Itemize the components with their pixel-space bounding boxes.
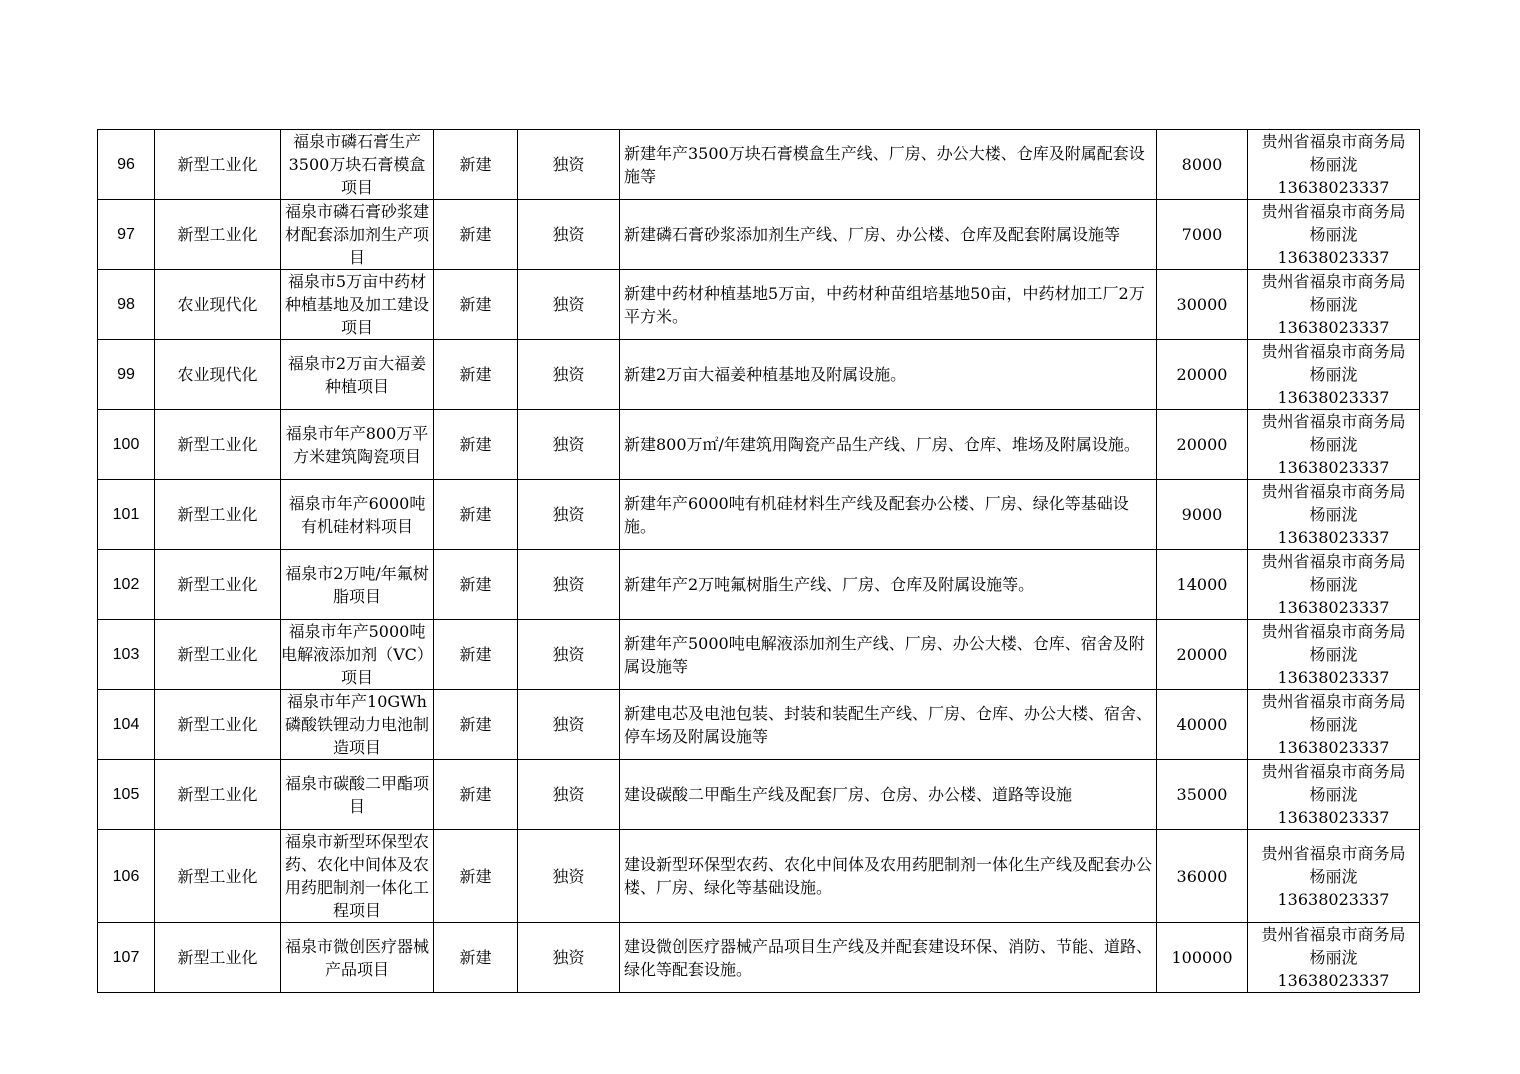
- project-type: [434, 410, 518, 480]
- table-row: [98, 760, 1420, 830]
- contact-org: 贵州省福泉市商务局: [1261, 552, 1406, 571]
- project-content: [620, 340, 1157, 410]
- project-category-text: 新型工业化: [177, 645, 258, 664]
- project-name-text: 福泉市微创医疗器械产品项目: [284, 936, 429, 979]
- project-content-text: 新建年产2万吨氟树脂生产线、厂房、仓库及附属设施等。: [624, 575, 1035, 594]
- project-name: [281, 830, 434, 923]
- contact-phone: 13638023337: [1277, 598, 1390, 617]
- project-content: [620, 270, 1157, 340]
- project-type-text: 新建: [459, 365, 492, 384]
- project-name: [281, 270, 434, 340]
- table-row: [98, 410, 1420, 480]
- contact-person: 杨丽泷: [1309, 435, 1358, 454]
- investment-amount: [1157, 830, 1248, 923]
- project-no-text: 99: [117, 366, 135, 383]
- project-type-text: 新建: [459, 645, 492, 664]
- project-type-text: 新建: [459, 715, 492, 734]
- contact-org: 贵州省福泉市商务局: [1261, 762, 1406, 781]
- investment-mode-text: 独资: [552, 948, 585, 967]
- investment-amount: [1157, 690, 1248, 760]
- project-category: [155, 620, 281, 690]
- contact-org: 贵州省福泉市商务局: [1261, 692, 1406, 711]
- investment-amount-text: 7000: [1181, 225, 1223, 244]
- project-category: [155, 270, 281, 340]
- project-content: [620, 760, 1157, 830]
- investment-amount: [1157, 340, 1248, 410]
- contact-info: [1248, 690, 1420, 760]
- project-no: [98, 130, 155, 200]
- contact-org: 贵州省福泉市商务局: [1261, 482, 1406, 501]
- project-type-text: 新建: [459, 295, 492, 314]
- project-category-text: 农业现代化: [177, 365, 258, 384]
- project-name: [281, 130, 434, 200]
- contact-person: 杨丽泷: [1309, 866, 1358, 886]
- project-name-text: 福泉市年产6000吨有机硅材料项目: [288, 493, 426, 536]
- contact-org: 贵州省福泉市商务局: [1261, 622, 1406, 641]
- project-no-text: 105: [112, 786, 140, 803]
- project-name: [281, 200, 434, 270]
- project-no: [98, 270, 155, 340]
- project-no-text: 98: [117, 296, 135, 313]
- project-name-text: 福泉市2万吨/年氟树脂项目: [285, 563, 429, 606]
- project-content-text: 建设新型环保型农药、农化中间体及农用药肥制剂一体化生产线及配套办公楼、厂房、绿化等基础设施。: [624, 855, 1153, 897]
- contact-person: 杨丽泷: [1309, 225, 1358, 244]
- project-category: [155, 760, 281, 830]
- project-name: [281, 620, 434, 690]
- contact-info: [1248, 410, 1420, 480]
- project-no: [98, 690, 155, 760]
- project-category: [155, 480, 281, 550]
- project-type: [434, 923, 518, 993]
- project-no: [98, 923, 155, 993]
- project-type: [434, 830, 518, 923]
- contact-info: [1248, 620, 1420, 690]
- project-name-text: 福泉市年产800万平方米建筑陶瓷项目: [285, 423, 429, 466]
- contact-phone: 13638023337: [1277, 318, 1390, 337]
- project-no-text: 103: [112, 646, 140, 663]
- project-content: [620, 690, 1157, 760]
- project-type-text: 新建: [459, 866, 492, 886]
- table-row: [98, 690, 1420, 760]
- contact-info: [1248, 130, 1420, 200]
- investment-mode-text: 独资: [552, 505, 585, 524]
- project-no-text: 96: [117, 156, 135, 173]
- investment-mode-text: 独资: [552, 645, 585, 664]
- project-category-text: 新型工业化: [177, 785, 258, 804]
- contact-phone: 13638023337: [1277, 528, 1390, 547]
- project-name: [281, 550, 434, 620]
- project-no: [98, 480, 155, 550]
- project-type-text: 新建: [459, 225, 492, 244]
- investment-mode: [518, 550, 620, 620]
- project-category-text: 新型工业化: [177, 225, 258, 244]
- project-content-text: 新建年产5000吨电解液添加剂生产线、厂房、办公大楼、仓库、宿舍及附属设施等: [624, 633, 1145, 676]
- investment-mode: [518, 200, 620, 270]
- project-category-text: 新型工业化: [177, 575, 258, 594]
- investment-amount: [1157, 620, 1248, 690]
- project-content-text: 新建电芯及电池包装、封装和装配生产线、厂房、仓库、办公大楼、宿舍、停车场及附属设施等: [624, 703, 1153, 746]
- investment-amount: [1157, 760, 1248, 830]
- contact-info: [1248, 760, 1420, 830]
- investment-mode: [518, 923, 620, 993]
- investment-mode-text: 独资: [552, 435, 585, 454]
- contact-org: 贵州省福泉市商务局: [1261, 272, 1406, 291]
- table-row: [98, 130, 1420, 200]
- investment-amount: [1157, 410, 1248, 480]
- project-type: [434, 340, 518, 410]
- contact-phone: 13638023337: [1277, 808, 1390, 827]
- table-row: [98, 340, 1420, 410]
- project-category: [155, 550, 281, 620]
- contact-org: 贵州省福泉市商务局: [1261, 925, 1406, 944]
- project-no-text: 104: [112, 716, 140, 733]
- investment-mode: [518, 410, 620, 480]
- investment-mode-text: 独资: [552, 785, 585, 804]
- contact-person: 杨丽泷: [1309, 365, 1358, 384]
- investment-mode: [518, 340, 620, 410]
- table-row: [98, 200, 1420, 270]
- contact-phone: 13638023337: [1277, 971, 1390, 990]
- project-content: [620, 480, 1157, 550]
- contact-phone: 13638023337: [1277, 668, 1390, 687]
- project-category-text: 新型工业化: [177, 948, 258, 967]
- table-row: [98, 270, 1420, 340]
- project-content: [620, 830, 1157, 923]
- contact-phone: 13638023337: [1277, 388, 1390, 407]
- contact-info: [1248, 340, 1420, 410]
- project-content: [620, 130, 1157, 200]
- project-type: [434, 480, 518, 550]
- project-type-text: 新建: [459, 505, 492, 524]
- project-category: [155, 340, 281, 410]
- project-no-text: 107: [112, 949, 140, 966]
- project-type-text: 新建: [459, 435, 492, 454]
- project-no: [98, 550, 155, 620]
- project-type: [434, 550, 518, 620]
- project-no-text: 106: [112, 867, 140, 885]
- project-content: [620, 620, 1157, 690]
- project-category: [155, 200, 281, 270]
- project-type-text: 新建: [459, 785, 492, 804]
- investment-amount-text: 9000: [1181, 505, 1223, 524]
- table-row: [98, 480, 1420, 550]
- investment-amount-text: 20000: [1176, 435, 1228, 454]
- investment-amount-text: 20000: [1176, 365, 1228, 384]
- investment-amount: [1157, 480, 1248, 550]
- project-name: [281, 923, 434, 993]
- investment-amount-text: 40000: [1176, 715, 1228, 734]
- project-content-text: 建设微创医疗器械产品项目生产线及并配套建设环保、消防、节能、道路、绿化等配套设施。: [624, 936, 1153, 979]
- investment-amount-text: 20000: [1176, 645, 1228, 664]
- investment-amount-text: 30000: [1176, 295, 1228, 314]
- investment-mode-text: 独资: [552, 225, 585, 244]
- investment-amount-text: 35000: [1176, 785, 1228, 804]
- project-content-text: 建设碳酸二甲酯生产线及配套厂房、仓房、办公楼、道路等设施: [624, 785, 1073, 804]
- project-content: [620, 923, 1157, 993]
- project-category: [155, 410, 281, 480]
- project-type: [434, 620, 518, 690]
- investment-mode-text: 独资: [552, 715, 585, 734]
- project-name-text: 福泉市碳酸二甲酯项目: [284, 773, 429, 816]
- contact-phone: 13638023337: [1277, 738, 1390, 757]
- project-content: [620, 550, 1157, 620]
- project-category-text: 农业现代化: [177, 295, 258, 314]
- contact-person: 杨丽泷: [1309, 948, 1358, 967]
- project-category-text: 新型工业化: [177, 715, 258, 734]
- project-content-text: 新建800万㎡/年建筑用陶瓷产品生产线、厂房、仓库、堆场及附属设施。: [624, 435, 1140, 454]
- project-no: [98, 760, 155, 830]
- investment-amount: [1157, 200, 1248, 270]
- project-table: [97, 129, 1420, 993]
- project-type: [434, 690, 518, 760]
- project-no-text: 97: [117, 226, 135, 243]
- project-category-text: 新型工业化: [177, 155, 258, 174]
- investment-mode: [518, 130, 620, 200]
- contact-person: 杨丽泷: [1309, 575, 1358, 594]
- contact-person: 杨丽泷: [1309, 715, 1358, 734]
- project-content-text: 新建2万亩大福姜种植基地及附属设施。: [624, 365, 907, 384]
- project-name: [281, 480, 434, 550]
- investment-mode-text: 独资: [552, 295, 585, 314]
- project-no-text: 100: [112, 436, 140, 453]
- investment-amount-text: 100000: [1171, 948, 1233, 967]
- investment-amount-text: 14000: [1176, 575, 1228, 594]
- project-name: [281, 410, 434, 480]
- project-category: [155, 923, 281, 993]
- project-name-text: 福泉市新型环保型农药、农化中间体及农用药肥制剂一体化工程项目: [284, 832, 429, 920]
- project-category: [155, 830, 281, 923]
- contact-info: [1248, 270, 1420, 340]
- contact-org: 贵州省福泉市商务局: [1261, 132, 1406, 151]
- project-name-text: 福泉市磷石膏砂浆建材配套添加剂生产项目: [284, 202, 429, 267]
- project-type: [434, 130, 518, 200]
- project-no-text: 102: [112, 576, 140, 593]
- project-category: [155, 690, 281, 760]
- investment-mode: [518, 620, 620, 690]
- contact-org: 贵州省福泉市商务局: [1261, 202, 1406, 221]
- project-type: [434, 270, 518, 340]
- contact-phone: 13638023337: [1277, 178, 1390, 197]
- contact-person: 杨丽泷: [1309, 155, 1358, 174]
- project-no: [98, 340, 155, 410]
- project-type: [434, 200, 518, 270]
- investment-amount: [1157, 550, 1248, 620]
- table-row: [98, 620, 1420, 690]
- contact-org: 贵州省福泉市商务局: [1261, 412, 1406, 431]
- investment-amount: [1157, 923, 1248, 993]
- contact-info: [1248, 830, 1420, 923]
- project-type-text: 新建: [459, 948, 492, 967]
- table-row: [98, 550, 1420, 620]
- project-no: [98, 620, 155, 690]
- contact-info: [1248, 550, 1420, 620]
- investment-mode: [518, 270, 620, 340]
- investment-mode: [518, 830, 620, 923]
- project-content-text: 新建磷石膏砂浆添加剂生产线、厂房、办公楼、仓库及配套附属设施等: [624, 225, 1121, 244]
- project-name-text: 福泉市磷石膏生产3500万块石膏模盒项目: [288, 132, 426, 197]
- project-content: [620, 410, 1157, 480]
- table-row: [98, 923, 1420, 993]
- contact-person: 杨丽泷: [1309, 785, 1358, 804]
- project-type-text: 新建: [459, 155, 492, 174]
- contact-info: [1248, 923, 1420, 993]
- contact-org: 贵州省福泉市商务局: [1261, 342, 1406, 361]
- contact-phone: 13638023337: [1277, 458, 1390, 477]
- investment-mode-text: 独资: [552, 575, 585, 594]
- contact-person: 杨丽泷: [1309, 505, 1358, 524]
- investment-mode: [518, 690, 620, 760]
- contact-person: 杨丽泷: [1309, 645, 1358, 664]
- table-row: [98, 830, 1420, 923]
- investment-mode-text: 独资: [552, 155, 585, 174]
- project-no-text: 101: [112, 506, 140, 523]
- project-content-text: 新建年产6000吨有机硅材料生产线及配套办公楼、厂房、绿化等基础设施。: [624, 493, 1129, 536]
- investment-mode: [518, 480, 620, 550]
- project-content: [620, 200, 1157, 270]
- project-category-text: 新型工业化: [177, 505, 258, 524]
- investment-mode-text: 独资: [552, 365, 585, 384]
- contact-phone: 13638023337: [1277, 889, 1390, 909]
- project-name: [281, 690, 434, 760]
- project-name-text: 福泉市2万亩大福姜种植项目: [287, 353, 427, 396]
- contact-person: 杨丽泷: [1309, 295, 1358, 314]
- project-name-text: 福泉市年产5000吨电解液添加剂（VC）项目: [281, 622, 433, 687]
- contact-phone: 13638023337: [1277, 248, 1390, 267]
- investment-amount-text: 36000: [1176, 866, 1228, 886]
- contact-info: [1248, 200, 1420, 270]
- project-name-text: 福泉市5万亩中药材种植基地及加工建设项目: [284, 272, 429, 337]
- investment-amount: [1157, 270, 1248, 340]
- project-name: [281, 340, 434, 410]
- project-name-text: 福泉市年产10GWh磷酸铁锂动力电池制造项目: [284, 692, 429, 757]
- project-type-text: 新建: [459, 575, 492, 594]
- project-content-text: 新建年产3500万块石膏模盒生产线、厂房、办公大楼、仓库及附属配套设施等: [624, 143, 1145, 186]
- contact-org: 贵州省福泉市商务局: [1261, 843, 1406, 863]
- investment-mode: [518, 760, 620, 830]
- project-type: [434, 760, 518, 830]
- project-no: [98, 410, 155, 480]
- project-name: [281, 760, 434, 830]
- investment-amount: [1157, 130, 1248, 200]
- project-category-text: 新型工业化: [177, 866, 258, 886]
- project-no: [98, 200, 155, 270]
- project-no: [98, 830, 155, 923]
- project-category-text: 新型工业化: [177, 435, 258, 454]
- investment-mode-text: 独资: [552, 866, 585, 886]
- project-content-text: 新建中药材种植基地5万亩，中药材种苗组培基地50亩，中药材加工厂2万平方米。: [624, 283, 1145, 326]
- contact-info: [1248, 480, 1420, 550]
- investment-amount-text: 8000: [1181, 155, 1223, 174]
- project-category: [155, 130, 281, 200]
